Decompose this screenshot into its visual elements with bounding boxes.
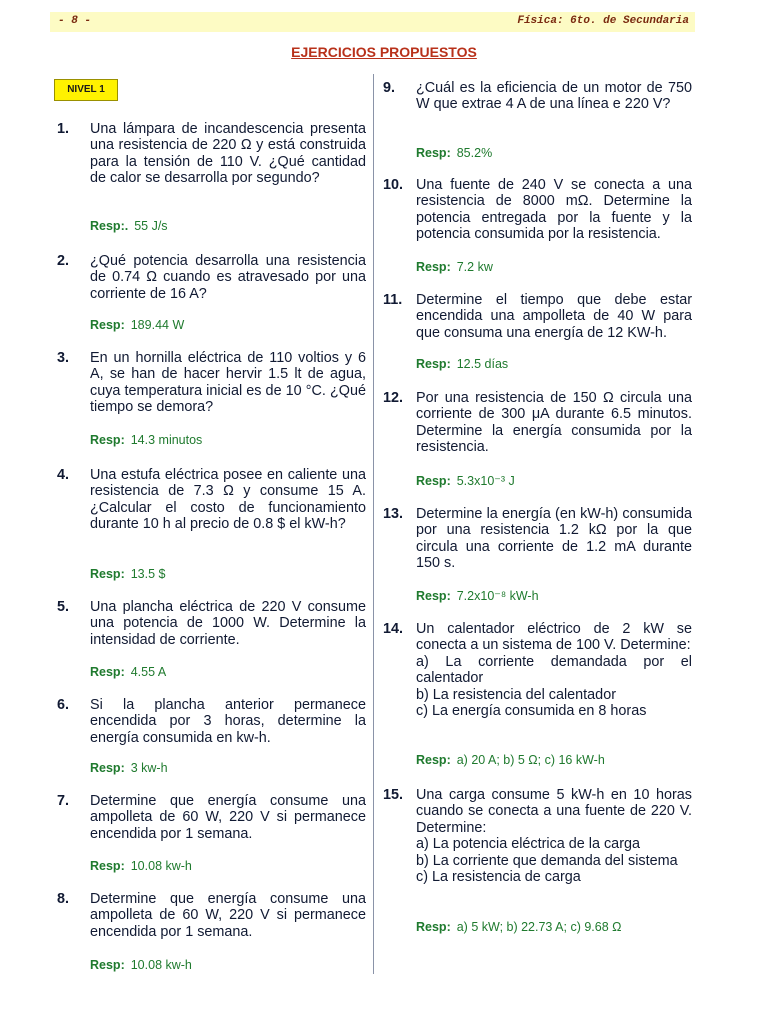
exercise-5-answer	[90, 665, 166, 679]
exercise-14-answer	[416, 753, 605, 767]
resp-label: Resp:.	[90, 219, 129, 233]
exercise-15	[383, 787, 692, 886]
resp-label: Resp:	[416, 146, 451, 160]
exercise-15-answer	[416, 920, 621, 934]
answer-value: 10.08 kw-h	[130, 859, 192, 873]
resp-label: Resp:	[90, 567, 125, 581]
resp-label: Resp:	[90, 859, 125, 873]
answer-value: 5.3x10⁻³ J	[456, 474, 515, 488]
exercise-number: 1.	[57, 121, 70, 137]
answer-value: 4.55 A	[130, 665, 167, 679]
exercise-number: 9.	[383, 80, 396, 96]
exercise-number: 5.	[57, 599, 70, 615]
exercise-2	[57, 253, 366, 302]
column-divider	[373, 74, 374, 974]
exercise-4-answer	[90, 567, 166, 581]
header-subject: Física: 6to. de Secundaria	[517, 15, 689, 27]
resp-label: Resp:	[416, 920, 451, 934]
exercise-question: Una plancha eléctrica de 220 V consume una potencia de 1000 W. Determine la intensidad de corriente.	[90, 599, 366, 648]
resp-label: Resp:	[416, 357, 451, 371]
exercise-3-answer	[90, 433, 202, 447]
exercise-question: Una carga consume 5 kW-h en 10 horas cuando se conecta a una fuente de 220 V. Determine: a) La potencia eléctrica de la carga b) La corriente que demanda del sistema c) La resistencia de carga	[416, 787, 692, 886]
exercise-number: 2.	[57, 253, 70, 269]
answer-value: 10.08 kw-h	[130, 958, 192, 972]
exercise-number: 6.	[57, 697, 70, 713]
exercise-8-answer	[90, 958, 192, 972]
exercise-6	[57, 697, 366, 746]
exercise-question: En un hornilla eléctrica de 110 voltios y 6 A, se han de hacer hervir 1.5 lt de agua, cuya temperatura inicial es de 10 °C. ¿Qué tiempo se demora?	[90, 350, 366, 416]
exercise-3	[57, 350, 366, 416]
page-number: - 8 -	[58, 15, 92, 27]
resp-label: Resp:	[416, 474, 451, 488]
exercise-13-answer	[416, 588, 539, 603]
exercise-6-answer	[90, 761, 168, 775]
answer-value: 3 kw-h	[130, 761, 168, 775]
exercise-question: Determine que energía consume una ampolleta de 60 W, 220 V si permanece encendida por 1 semana.	[90, 793, 366, 842]
exercise-number: 13.	[383, 506, 404, 522]
exercise-14	[383, 621, 692, 720]
exercise-question: Una estufa eléctrica posee en caliente una resistencia de 7.3 Ω y consume 15 A. ¿Calcular el costo de funcionamiento durante 10 h al precio de 0.8 $ el kW-h?	[90, 467, 366, 533]
exercise-9	[383, 80, 692, 113]
exercise-number: 14.	[383, 621, 404, 637]
exercise-number: 12.	[383, 390, 404, 406]
resp-label: Resp:	[90, 958, 125, 972]
exercise-number: 11.	[383, 292, 403, 308]
exercise-number: 7.	[57, 793, 70, 809]
answer-value: 55 J/s	[134, 219, 168, 233]
exercise-number: 15.	[383, 787, 404, 803]
exercise-question: Por una resistencia de 150 Ω circula una corriente de 300 μA durante 6.5 minutos. Determine la energía consumida por la resistencia.	[416, 390, 692, 456]
resp-label: Resp:	[416, 753, 451, 767]
exercise-9-answer	[416, 146, 492, 160]
exercise-12-answer	[416, 473, 515, 488]
answer-value: 189.44 W	[130, 318, 185, 332]
exercise-10	[383, 177, 692, 243]
exercise-11	[383, 292, 692, 341]
resp-label: Resp:	[90, 433, 125, 447]
exercise-12	[383, 390, 692, 456]
exercise-1	[57, 121, 366, 187]
exercise-question: Si la plancha anterior permanece encendida por 3 horas, determine la energía consumida en kw-h.	[90, 697, 366, 746]
exercise-question: Una fuente de 240 V se conecta a una resistencia de 8000 mΩ. Determine la potencia entregada por la fuente y la potencia consumida por la resistencia.	[416, 177, 692, 243]
resp-label: Resp:	[90, 318, 125, 332]
exercise-2-answer	[90, 318, 184, 332]
exercise-4	[57, 467, 366, 533]
answer-value: 7.2 kw	[456, 260, 493, 274]
resp-label: Resp:	[416, 589, 451, 603]
exercise-number: 4.	[57, 467, 70, 483]
exercise-question: ¿Cuál es la eficiencia de un motor de 750 W que extrae 4 A de una línea e 220 V?	[416, 80, 692, 113]
page-header	[50, 12, 695, 32]
exercise-10-answer	[416, 260, 493, 274]
exercise-number: 3.	[57, 350, 70, 366]
resp-label: Resp:	[90, 761, 125, 775]
exercise-number: 8.	[57, 891, 70, 907]
answer-value: 13.5 $	[130, 567, 166, 581]
exercise-1-answer	[90, 219, 168, 233]
exercise-number: 10.	[383, 177, 404, 193]
exercise-7	[57, 793, 366, 842]
exercise-5	[57, 599, 366, 648]
answer-value: 12.5 días	[456, 357, 509, 371]
page-title: EJERCICIOS PROPUESTOS	[291, 44, 477, 60]
exercise-question: Determine la energía (en kW-h) consumida por una resistencia 1.2 kΩ por la que circula una corriente de 1.2 mA durante 150 s.	[416, 506, 692, 572]
exercise-question: ¿Qué potencia desarrolla una resistencia de 0.74 Ω cuando es atravesado por una corriente de 16 A?	[90, 253, 366, 302]
exercise-11-answer	[416, 357, 508, 371]
exercise-question: Determine el tiempo que debe estar encendida una ampolleta de 40 W para que consuma una energía de 12 KW-h.	[416, 292, 692, 341]
exercise-question: Determine que energía consume una ampolleta de 60 W, 220 V si permanece encendida por 1 semana.	[90, 891, 366, 940]
resp-label: Resp:	[416, 260, 451, 274]
exercise-question: Una lámpara de incandescencia presenta una resistencia de 220 Ω y está construida para la tensión de 110 V. ¿Qué cantidad de calor se desarrolla por segundo?	[90, 121, 366, 187]
answer-value: a) 5 kW; b) 22.73 A; c) 9.68 Ω	[456, 920, 622, 934]
answer-value: 85.2%	[456, 146, 493, 160]
exercise-question: Un calentador eléctrico de 2 kW se conecta a un sistema de 100 V. Determine: a) La corriente demandada por el calentador b) La resistencia del calentador c) La energía consumida en 8 horas	[416, 621, 692, 720]
exercise-13	[383, 506, 692, 572]
exercise-8	[57, 891, 366, 940]
answer-value: a) 20 A; b) 5 Ω; c) 16 kW-h	[456, 753, 605, 767]
answer-value: 7.2x10⁻⁸ kW-h	[456, 589, 539, 603]
answer-value: 14.3 minutos	[130, 433, 203, 447]
resp-label: Resp:	[90, 665, 125, 679]
level-badge: NIVEL 1	[54, 79, 118, 101]
exercise-7-answer	[90, 859, 192, 873]
